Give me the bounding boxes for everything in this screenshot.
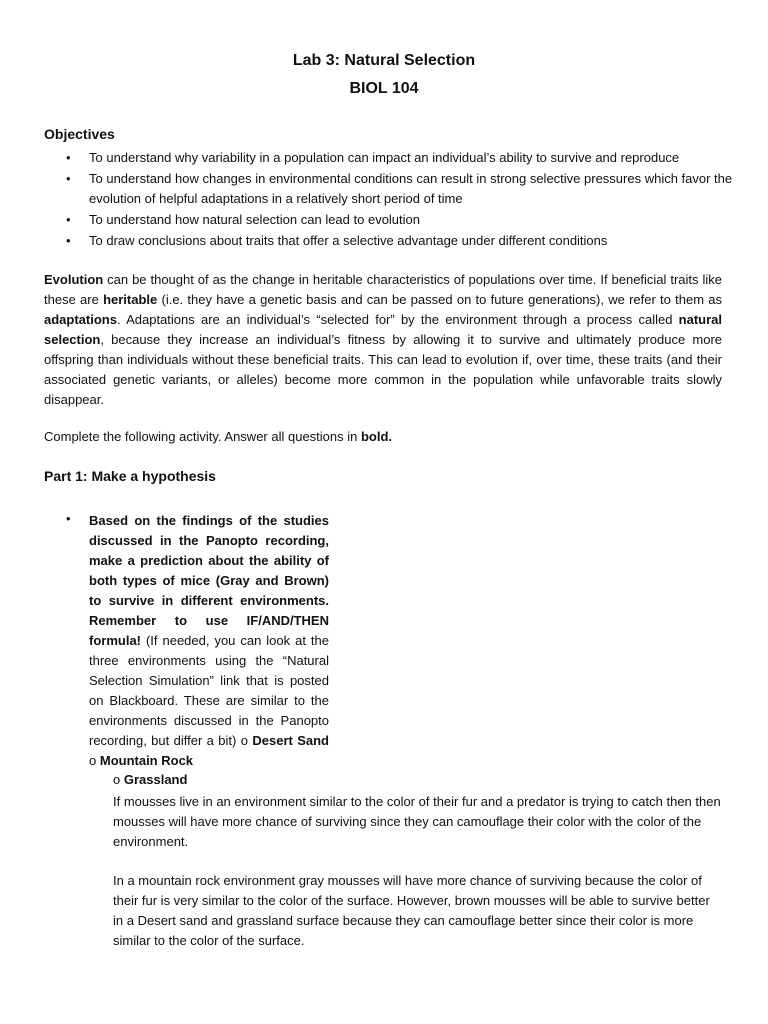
- hypothesis-question: [89, 511, 329, 771]
- env-grassland-line: [113, 772, 187, 787]
- term-natural-selection: natural selection: [44, 312, 722, 347]
- intro-text: can be thought of as the change in heritable characteristics of populations over time. If beneficial traits like these are: [44, 272, 722, 307]
- objectives-list: [64, 148, 734, 252]
- env-marker: o: [240, 733, 248, 748]
- answer-paragraph-1: If mousses live in an environment similar to the color of their fur and a predator is trying to catch then then mousses will have more chance of surviving since they can camouflage their color with the color of the environment.: [113, 794, 721, 849]
- instruction-text: [44, 427, 722, 447]
- list-item: • To understand how natural selection can lead to evolution: [64, 210, 734, 230]
- env-marker: o: [113, 772, 121, 787]
- bullet-icon: •: [66, 511, 71, 526]
- page-title: Lab 3: Natural Selection: [292, 52, 476, 69]
- list-item: • To understand why variability in a population can impact an individual’s ability to survive and reproduce: [64, 148, 734, 168]
- objectives-heading: Objectives: [44, 126, 115, 142]
- env-marker: o: [89, 753, 97, 768]
- intro-paragraph: [44, 270, 722, 410]
- intro-text: , because they increase an individual’s fitness by allowing it to survive and ultimately produce more offspring than individuals without these beneficial traits. This can lead to evolution if, over time, these traits (and their associated genetic variants, or alleles) become more common in the population while unfavorable traits slowly disappear.: [44, 332, 722, 407]
- intro-text: . Adaptations are an individual’s “selected for” by the environment through a process called: [116, 312, 679, 327]
- part1-heading: Part 1: Make a hypothesis: [44, 468, 216, 484]
- list-item: • To understand how changes in environmental conditions can result in strong selective pressures which favor the evolution of helpful adaptations in a relatively short period of time: [64, 169, 734, 209]
- intro-text: (i.e. they have a genetic basis and can be passed on to future generations), we refer to them as: [157, 292, 722, 307]
- instruction-label: Complete the following activity. Answer all questions in: [44, 429, 361, 444]
- instruction-bold-word: bold.: [360, 429, 393, 444]
- question-note: (If needed, you can look at the three environments using the “Natural Selection Simulation” link that is posted on Blackboard. These are similar to the environments discussed in the Panopto recording, but differ a bit): [89, 633, 329, 748]
- term-heritable: heritable: [103, 292, 158, 307]
- list-item: • To draw conclusions about traits that offer a selective advantage under different conditions: [64, 231, 734, 251]
- question-bold: Based on the findings of the studies discussed in the Panopto recording, make a prediction about the ability of both types of mice (Gray and Brown) to survive in different environments. Remember to use IF/AND/THEN formula!: [89, 513, 329, 648]
- answer-paragraph-2: In a mountain rock environment gray mousses will have more chance of surviving because the color of their fur is very similar to the color of the surface. However, brown mousses will be able to survive better in a Desert sand and grassland surface because they can camouflage better since their color is more similar to the color of the surface.: [113, 873, 710, 948]
- env-mountain-rock: Mountain Rock: [99, 753, 194, 768]
- term-evolution: Evolution: [44, 272, 104, 287]
- env-grassland: Grassland: [123, 772, 188, 787]
- term-adaptations: adaptations: [44, 312, 117, 327]
- env-desert-sand: Desert Sand: [252, 733, 329, 748]
- course-code: BIOL 104: [349, 80, 419, 97]
